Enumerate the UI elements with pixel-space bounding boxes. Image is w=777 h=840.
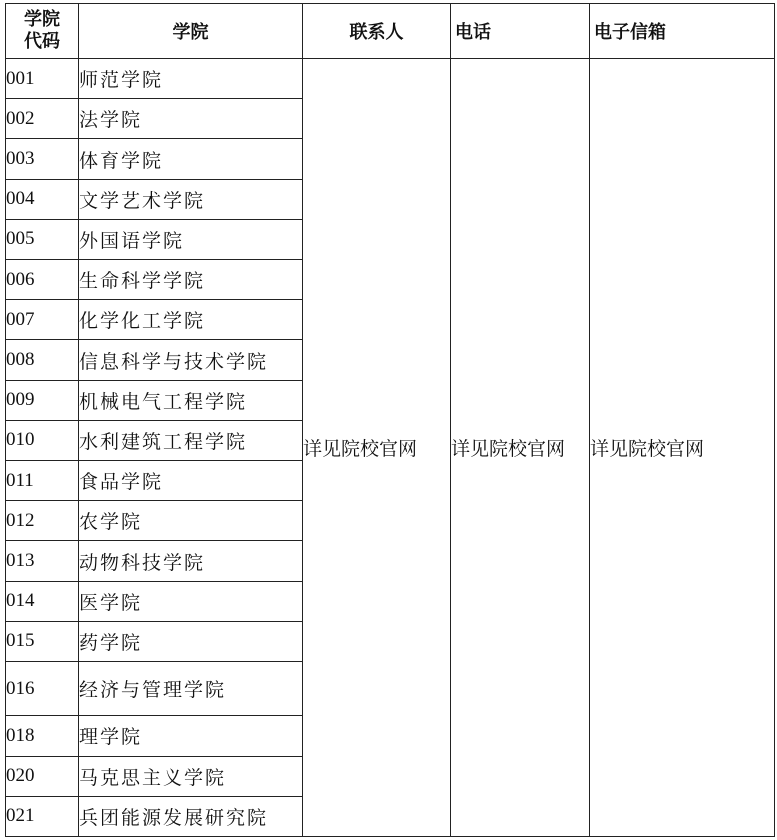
college-code-cell: 013	[6, 541, 79, 581]
table-row	[6, 59, 775, 99]
college-code-cell: 011	[6, 461, 79, 501]
college-name-cell: 信息科学与技术学院	[79, 340, 303, 380]
college-contact-table	[5, 3, 775, 837]
header-contact: 联系人	[303, 4, 451, 59]
college-code-cell: 021	[6, 796, 79, 836]
college-name-cell: 法学院	[79, 99, 303, 139]
college-code-cell: 018	[6, 716, 79, 756]
college-name-cell: 化学化工学院	[79, 300, 303, 340]
college-code-cell: 014	[6, 581, 79, 621]
header-college-code	[6, 4, 79, 59]
header-phone: 电话	[451, 4, 590, 59]
college-code-cell: 008	[6, 340, 79, 380]
college-name-cell: 兵团能源发展研究院	[79, 796, 303, 836]
header-row	[6, 4, 775, 59]
college-code-cell: 016	[6, 662, 79, 716]
email-merged-cell: 详见院校官网	[590, 59, 775, 837]
header-email: 电子信箱	[590, 4, 775, 59]
college-code-cell: 015	[6, 621, 79, 661]
phone-merged-cell: 详见院校官网	[451, 59, 590, 837]
college-name-cell: 文学艺术学院	[79, 179, 303, 219]
college-name-cell: 医学院	[79, 581, 303, 621]
college-name-cell: 动物科技学院	[79, 541, 303, 581]
college-code-cell: 012	[6, 501, 79, 541]
college-name-cell: 师范学院	[79, 59, 303, 99]
college-code-cell: 010	[6, 420, 79, 460]
college-name-cell: 机械电气工程学院	[79, 380, 303, 420]
college-name-cell: 生命科学学院	[79, 260, 303, 300]
college-name-cell: 水利建筑工程学院	[79, 420, 303, 460]
college-name-cell: 外国语学院	[79, 219, 303, 259]
college-code-cell: 020	[6, 756, 79, 796]
college-name-cell: 农学院	[79, 501, 303, 541]
college-code-cell: 007	[6, 300, 79, 340]
college-code-cell: 002	[6, 99, 79, 139]
college-name-cell: 马克思主义学院	[79, 756, 303, 796]
header-code-line2: 代码	[24, 31, 60, 52]
college-code-cell: 003	[6, 139, 79, 179]
header-college: 学院	[79, 4, 303, 59]
college-name-cell: 经济与管理学院	[79, 662, 303, 716]
college-name-cell: 理学院	[79, 716, 303, 756]
college-code-cell: 006	[6, 260, 79, 300]
college-code-cell: 005	[6, 219, 79, 259]
college-name-cell: 药学院	[79, 621, 303, 661]
header-code-line1: 学院	[24, 9, 60, 30]
college-code-cell: 001	[6, 59, 79, 99]
college-code-cell: 004	[6, 179, 79, 219]
college-name-cell: 体育学院	[79, 139, 303, 179]
contact-merged-cell: 详见院校官网	[303, 59, 451, 837]
college-name-cell: 食品学院	[79, 461, 303, 501]
college-code-cell: 009	[6, 380, 79, 420]
